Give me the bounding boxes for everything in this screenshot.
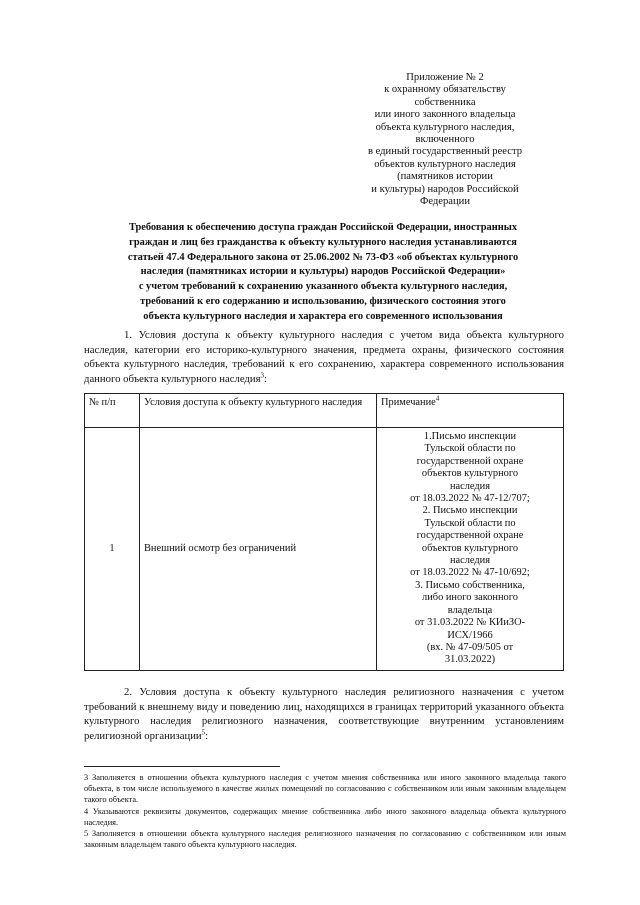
title-line: статьей 47.4 Федерального закона от 25.06.2002 № 73-ФЗ «об объектах культурного — [127, 251, 519, 263]
header-note-label: Примечание — [381, 397, 436, 408]
title-line: объекта культурного наследия и характера его современного использования — [143, 310, 503, 322]
appendix-line: (памятников истории — [397, 171, 493, 183]
footnote-5: 5 Заполняется в отношении объекта культурного наследия религиозного назначения по согласованию с собственником или иным законным владельцем такого объекта культурного наследия. — [84, 829, 566, 850]
note-line: объектов культурного — [421, 542, 519, 554]
note-line: наследия — [449, 480, 491, 492]
note-line: от 18.03.2022 № 47-10/692; — [410, 567, 530, 579]
note-line: Тульской области по — [424, 517, 516, 529]
title-line: требований к его содержанию и использованию, физического состояния этого — [140, 295, 506, 307]
section-2-text: 2. Условия доступа к объекту культурного наследия религиозного назначения с учетом требований к внешнему виду и поведению лиц, находящихся в границах территорий указанного объекта культурного наследия религиозного назначения, соответствующие внутренним установлениям религиозной организации — [84, 686, 564, 742]
note-line: 1.Письмо инспекции — [423, 431, 517, 442]
appendix-line: собственника — [414, 96, 476, 108]
appendix-line: к охранному обязательству — [384, 84, 506, 96]
header-note — [377, 394, 564, 428]
note-line: владельца — [447, 604, 493, 616]
section-1-tail: : — [264, 372, 267, 385]
appendix-line: включенного — [415, 134, 475, 146]
note-line: 3. Письмо собственника, — [415, 579, 525, 591]
appendix-line: объекта культурного наследия, — [375, 121, 515, 133]
note-line: 2. Письмо инспекции — [422, 505, 518, 517]
title-line: граждан и лиц без гражданства к объекту культурного наследия устанавливаются — [129, 236, 517, 248]
note-line: ИСХ/1966 — [447, 629, 493, 641]
note-line: наследия — [449, 555, 491, 567]
footnote-divider — [84, 766, 280, 767]
section-1-text: 1. Условия доступа к объекту культурного наследия с учетом вида объекта культурного наследия, категории его историко-культурного значения, предмета охраны, физического состояния объекта культурного наследия, требований к его сохранению, характера современного использования данного объекта культурного наследия — [84, 329, 564, 385]
footnote-ref-5: 5 — [201, 728, 206, 737]
appendix-heading — [330, 72, 560, 208]
section-2-tail: : — [205, 729, 209, 742]
table-header-row — [85, 394, 564, 428]
note-line: (вх. № 47-09/505 от — [426, 641, 514, 653]
row-note — [377, 428, 564, 671]
note-line: от 31.03.2022 № КИиЗО- — [414, 617, 526, 629]
access-conditions-table — [84, 393, 564, 671]
appendix-line: или иного законного владельца — [374, 109, 516, 121]
appendix-line: Федерации — [419, 196, 471, 208]
title-line: Требования к обеспечению доступа граждан Российской Федерации, иностранных — [128, 222, 518, 233]
document-title — [84, 221, 562, 325]
title-line: с учетом требований к сохранению указанного объекта культурного наследия, — [138, 281, 508, 293]
header-condition: Условия доступа к объекту культурного наследия — [140, 394, 377, 428]
section-2-paragraph — [84, 685, 564, 743]
footnote-4: 4 Указываются реквизиты документов, содержащих мнение собственника либо иного законного владельца объекта культурного наследия. — [84, 806, 566, 827]
footnote-ref-4: 4 — [435, 394, 440, 403]
row-number: 1 — [85, 428, 140, 671]
note-line: от 18.03.2022 № 47-12/707; — [410, 493, 530, 505]
appendix-line: и культуры) народов Российской — [371, 183, 519, 195]
note-line: государственной охране — [416, 530, 524, 542]
appendix-line: объектов культурного наследия — [374, 158, 516, 170]
title-line: наследия (памятниках истории и культуры) народов Российской Федерации» — [140, 266, 506, 278]
section-1-paragraph — [84, 328, 564, 386]
table-row — [85, 428, 564, 671]
note-line: объектов культурного — [421, 468, 519, 480]
note-line: 31.03.2022) — [444, 654, 496, 666]
footnote-3: 3 Заполняется в отношении объекта культурного наследия с учетом мнения собственника или иного законного владельца такого объекта, в том числе используемого в качестве жилых помещений по согласованию с собственником или иным законным владельцем такого объекта. — [84, 773, 566, 805]
footnote-ref-3: 3 — [260, 371, 264, 380]
row-condition: Внешний осмотр без ограничений — [140, 428, 377, 671]
appendix-line: Приложение № 2 — [406, 72, 484, 83]
note-line: государственной охране — [416, 455, 524, 467]
footnotes — [84, 772, 566, 850]
appendix-line: в единый государственный реестр — [367, 146, 523, 158]
note-line: Тульской области по — [424, 443, 516, 455]
header-number: № п/п — [85, 394, 140, 428]
note-line: либо иного законного — [422, 592, 518, 604]
